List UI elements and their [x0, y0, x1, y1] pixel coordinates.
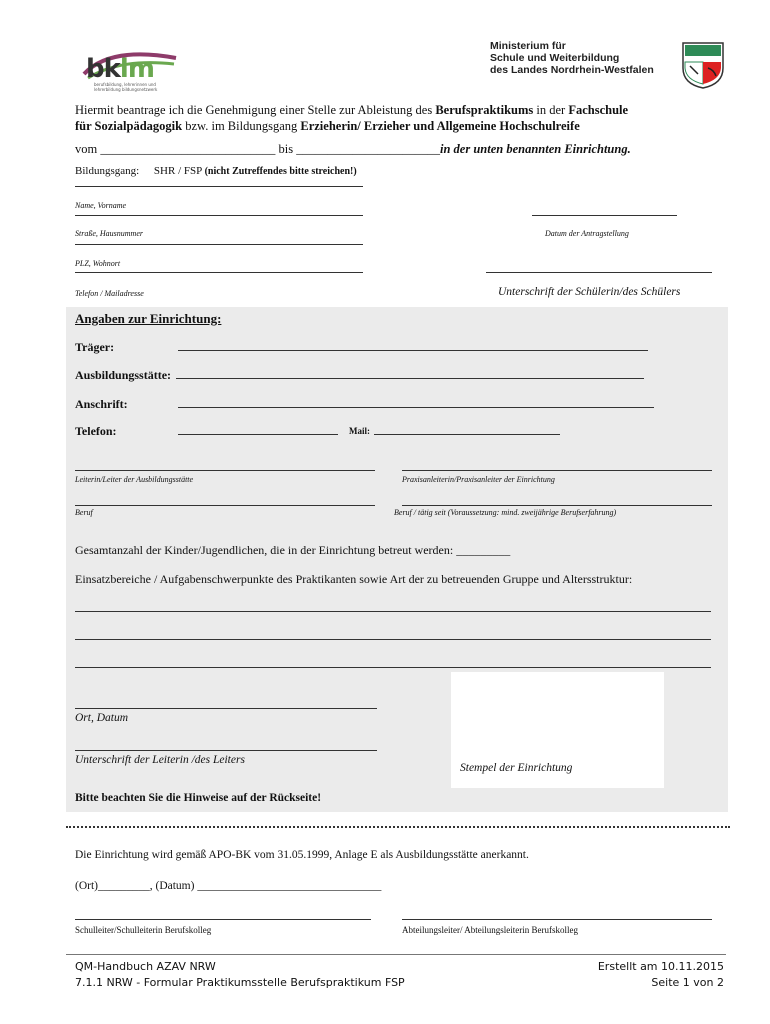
schueler-signature-label: Unterschrift der Schülerin/des Schülers — [498, 286, 681, 298]
ort-datum-label: Ort, Datum — [75, 712, 129, 724]
einrichtung-note: in der unten benannten Einrichtung. — [440, 142, 631, 156]
name-label: Name, Vorname — [75, 201, 127, 210]
footer-rule — [66, 954, 726, 955]
einsatz-line-1[interactable] — [75, 611, 711, 612]
footer-right: Erstellt am 10.11.2015 Seite 1 von 2 — [597, 960, 724, 989]
praxisanleiterin-label: Praxisanleiterin/Praxisanleiter der Einrichtung — [402, 475, 555, 484]
nrw-crest-icon — [678, 40, 728, 90]
schueler-signature-field[interactable] — [486, 272, 712, 273]
stempel-label: Stempel der Einrichtung — [460, 762, 573, 774]
anerkannt-text: Die Einrichtung wird gemäß APO-BK vom 31.05.1999, Anlage E als Ausbildungsstätte anerkannt. — [75, 849, 529, 861]
bildungsgang-row: Bildungsgang: SHR / FSP (nicht Zutreffendes bitte streichen!) — [75, 165, 357, 177]
einsatz-line-2[interactable] — [75, 639, 711, 640]
ministry-name: Ministerium für Schule und Weiterbildung des Landes Nordrhein-Westfalen — [490, 40, 654, 76]
bis-field[interactable]: _______________________ — [296, 142, 440, 156]
anschrift-label: Anschrift: — [75, 397, 128, 411]
ausbildungsstaette-field[interactable] — [176, 378, 644, 379]
gesamtanzahl-text: Gesamtanzahl der Kinder/Jugendlichen, die in der Einrichtung betreut werden: _________ — [75, 543, 511, 557]
logo-text: bklm — [86, 54, 154, 84]
logo-subtitle: berufsbildung, lehrerinnen und lehrerbildung bildungsnetzwerk — [94, 82, 158, 92]
datum-field[interactable] — [532, 215, 677, 216]
vom-field[interactable]: ____________________________ — [100, 142, 276, 156]
beruf-taetig-label: Beruf / tätig seit (Voraussetzung: mind. zweijährige Berufserfahrung) — [394, 508, 617, 517]
schulleiter-field[interactable] — [75, 919, 371, 920]
hinweis-text: Bitte beachten Sie die Hinweise auf der Rückseite! — [75, 792, 322, 804]
telefon-label: Telefon / Mailadresse — [75, 289, 144, 298]
request-text: Hiermit beantrage ich die Genehmigung einer Stelle zur Ableistung des Berufspraktikums in der Fachschule für Sozialpädagogik bzw. im Bildungsgang Erzieherin/ Erzieher und Allgemeine Hochschulreife — [75, 103, 629, 133]
abteilungsleiter-field[interactable] — [402, 919, 712, 920]
name-field[interactable] — [75, 186, 363, 187]
anschrift-field[interactable] — [178, 407, 654, 408]
leiter-signature-label: Unterschrift der Leiterin /des Leiters — [75, 754, 245, 766]
beruf-field[interactable] — [75, 505, 375, 506]
strasse-label: Straße, Hausnummer — [75, 229, 143, 238]
plz-label: PLZ, Wohnort — [75, 259, 121, 268]
schulleiter-label: Schulleiter/Schulleiterin Berufskolleg — [75, 925, 212, 935]
ausbildungsstaette-label: Ausbildungsstätte: — [75, 368, 172, 382]
leiterin-field[interactable] — [75, 470, 375, 471]
leiter-signature-field[interactable] — [75, 750, 377, 751]
telefon-field[interactable] — [75, 272, 363, 273]
einsatz-line-3[interactable] — [75, 667, 711, 668]
plz-field[interactable] — [75, 244, 363, 245]
ort-datum-field[interactable] — [75, 708, 377, 709]
traeger-field[interactable] — [178, 350, 648, 351]
beruf-taetig-field[interactable] — [402, 505, 712, 506]
telefon-einrichtung-field[interactable] — [178, 434, 338, 435]
footer-left: QM-Handbuch AZAV NRW 7.1.1 NRW - Formular Praktikumsstelle Berufspraktikum FSP — [75, 960, 405, 989]
mail-label: Mail: — [349, 426, 370, 436]
mail-field[interactable] — [374, 434, 560, 435]
praxisanleiterin-field[interactable] — [402, 470, 712, 471]
leiterin-label: Leiterin/Leiter der Ausbildungsstätte — [75, 475, 194, 484]
cut-line — [66, 826, 730, 828]
school-ort-datum[interactable]: (Ort)_________, (Datum) ________________________________ — [75, 880, 382, 892]
einrichtung-heading: Angaben zur Einrichtung: — [75, 311, 222, 326]
beruf-label: Beruf — [75, 508, 93, 517]
telefon-einrichtung-label: Telefon: — [75, 424, 117, 438]
strasse-field[interactable] — [75, 215, 363, 216]
einsatzbereiche-text: Einsatzbereiche / Aufgabenschwerpunkte des Praktikanten sowie Art der zu betreuenden Gruppe und Altersstruktur: — [75, 572, 633, 586]
period-fields: vom ____________________________ bis _______________________ — [75, 142, 440, 156]
traeger-label: Träger: — [75, 340, 115, 354]
abteilungsleiter-label: Abteilungsleiter/ Abteilungsleiterin Berufskolleg — [402, 925, 578, 935]
datum-label: Datum der Antragstellung — [545, 229, 629, 238]
bklm-logo — [80, 44, 180, 96]
